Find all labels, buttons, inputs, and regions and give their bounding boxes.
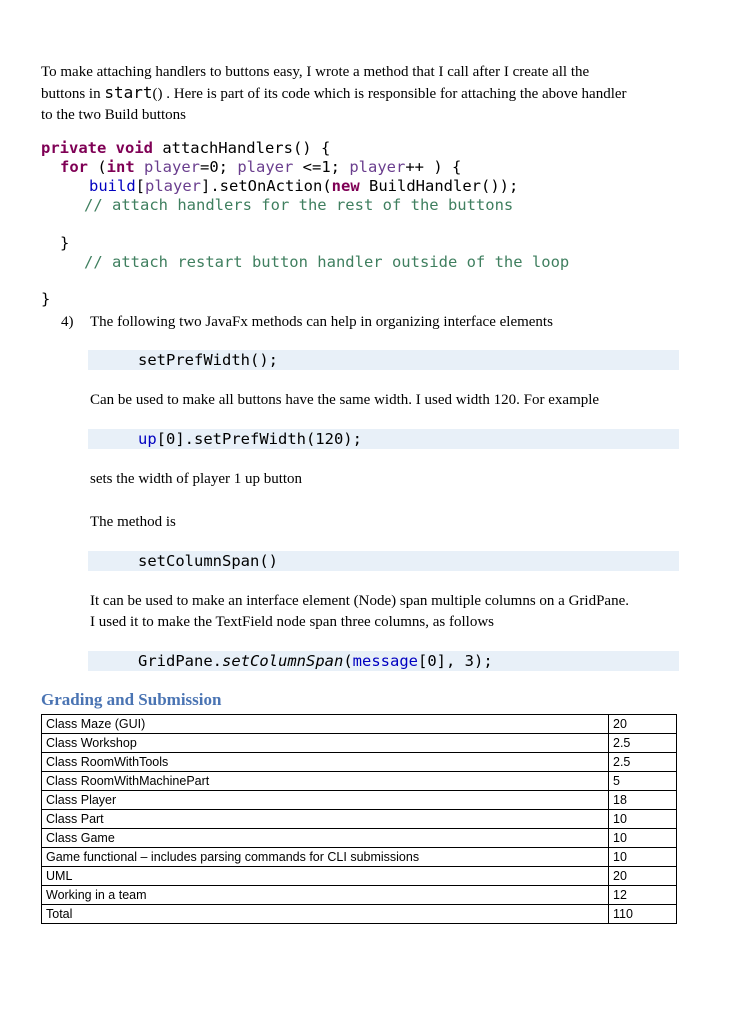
table-row	[42, 753, 677, 772]
item-4-text: The following two JavaFx methods can help in organizing interface elements	[90, 314, 553, 330]
table-row	[42, 791, 677, 810]
code-comment-1: // attach handlers for the rest of the buttons	[84, 196, 514, 214]
code-line-2: for (int player=0; player <=1; player++ ) {	[60, 158, 462, 176]
grade-item: Class Workshop	[42, 734, 609, 753]
code-line-5: }	[60, 234, 70, 252]
grade-points: 12	[609, 886, 677, 905]
item-4-number: 4)	[61, 314, 74, 330]
intro-line-1: To make attaching handlers to buttons easy, I wrote a method that I call after I create all the	[41, 64, 590, 80]
table-row	[42, 829, 677, 848]
paragraph-columnspan: It can be used to make an interface element (Node) span multiple columns on a GridPane. I used it to make the TextField node span three columns, as follows	[90, 593, 629, 630]
grade-points: 10	[609, 848, 677, 867]
grade-points: 10	[609, 829, 677, 848]
paragraph-prefwidth: Can be used to make all buttons have the same width. I used width 120. For example	[90, 392, 600, 408]
code-line-7: }	[41, 290, 51, 308]
grade-item: Class RoomWithMachinePart	[42, 772, 609, 791]
code-line-1: private void attachHandlers() {	[41, 139, 331, 157]
grade-item: Game functional – includes parsing commands for CLI submissions	[42, 848, 609, 867]
table-row	[42, 905, 677, 924]
table-row	[42, 772, 677, 791]
grade-points: 5	[609, 772, 677, 791]
grade-points: 10	[609, 810, 677, 829]
grade-points: 20	[609, 715, 677, 734]
table-row	[42, 886, 677, 905]
grade-item: Class Game	[42, 829, 609, 848]
grade-points: 20	[609, 867, 677, 886]
paragraph-method-is: The method is	[90, 514, 176, 530]
code-line-3: build[player].setOnAction(new BuildHandler());	[89, 177, 519, 195]
grade-points: 110	[609, 905, 677, 924]
grade-item: Class Maze (GUI)	[42, 715, 609, 734]
grade-item: Class Player	[42, 791, 609, 810]
grade-item: Class RoomWithTools	[42, 753, 609, 772]
grading-heading: Grading and Submission	[41, 690, 222, 709]
grade-points: 2.5	[609, 734, 677, 753]
grade-item: Total	[42, 905, 609, 924]
grading-table	[41, 714, 677, 924]
code-box-gridpane: GridPane.setColumnSpan(message[0], 3);	[88, 651, 679, 671]
code-box-up-example: up[0].setPrefWidth(120);	[88, 429, 679, 449]
code-comment-2: // attach restart button handler outside of the loop	[84, 253, 570, 271]
grade-item: UML	[42, 867, 609, 886]
grade-item: Class Part	[42, 810, 609, 829]
grade-points: 2.5	[609, 753, 677, 772]
table-row	[42, 715, 677, 734]
paragraph-up-button: sets the width of player 1 up button	[90, 471, 303, 487]
table-row	[42, 734, 677, 753]
start-code: start	[104, 83, 153, 102]
grade-item: Working in a team	[42, 886, 609, 905]
table-row	[42, 848, 677, 867]
intro-line-3: to the two Build buttons	[41, 107, 187, 123]
table-row	[42, 867, 677, 886]
code-box-setprefwidth: setPrefWidth();	[88, 350, 679, 370]
intro-paragraph	[41, 62, 701, 126]
intro-line-2: buttons in start() . Here is part of its code which is responsible for attaching the above handler	[41, 83, 627, 102]
grade-points: 18	[609, 791, 677, 810]
table-row	[42, 810, 677, 829]
code-box-setcolumnspan: setColumnSpan()	[88, 551, 679, 571]
